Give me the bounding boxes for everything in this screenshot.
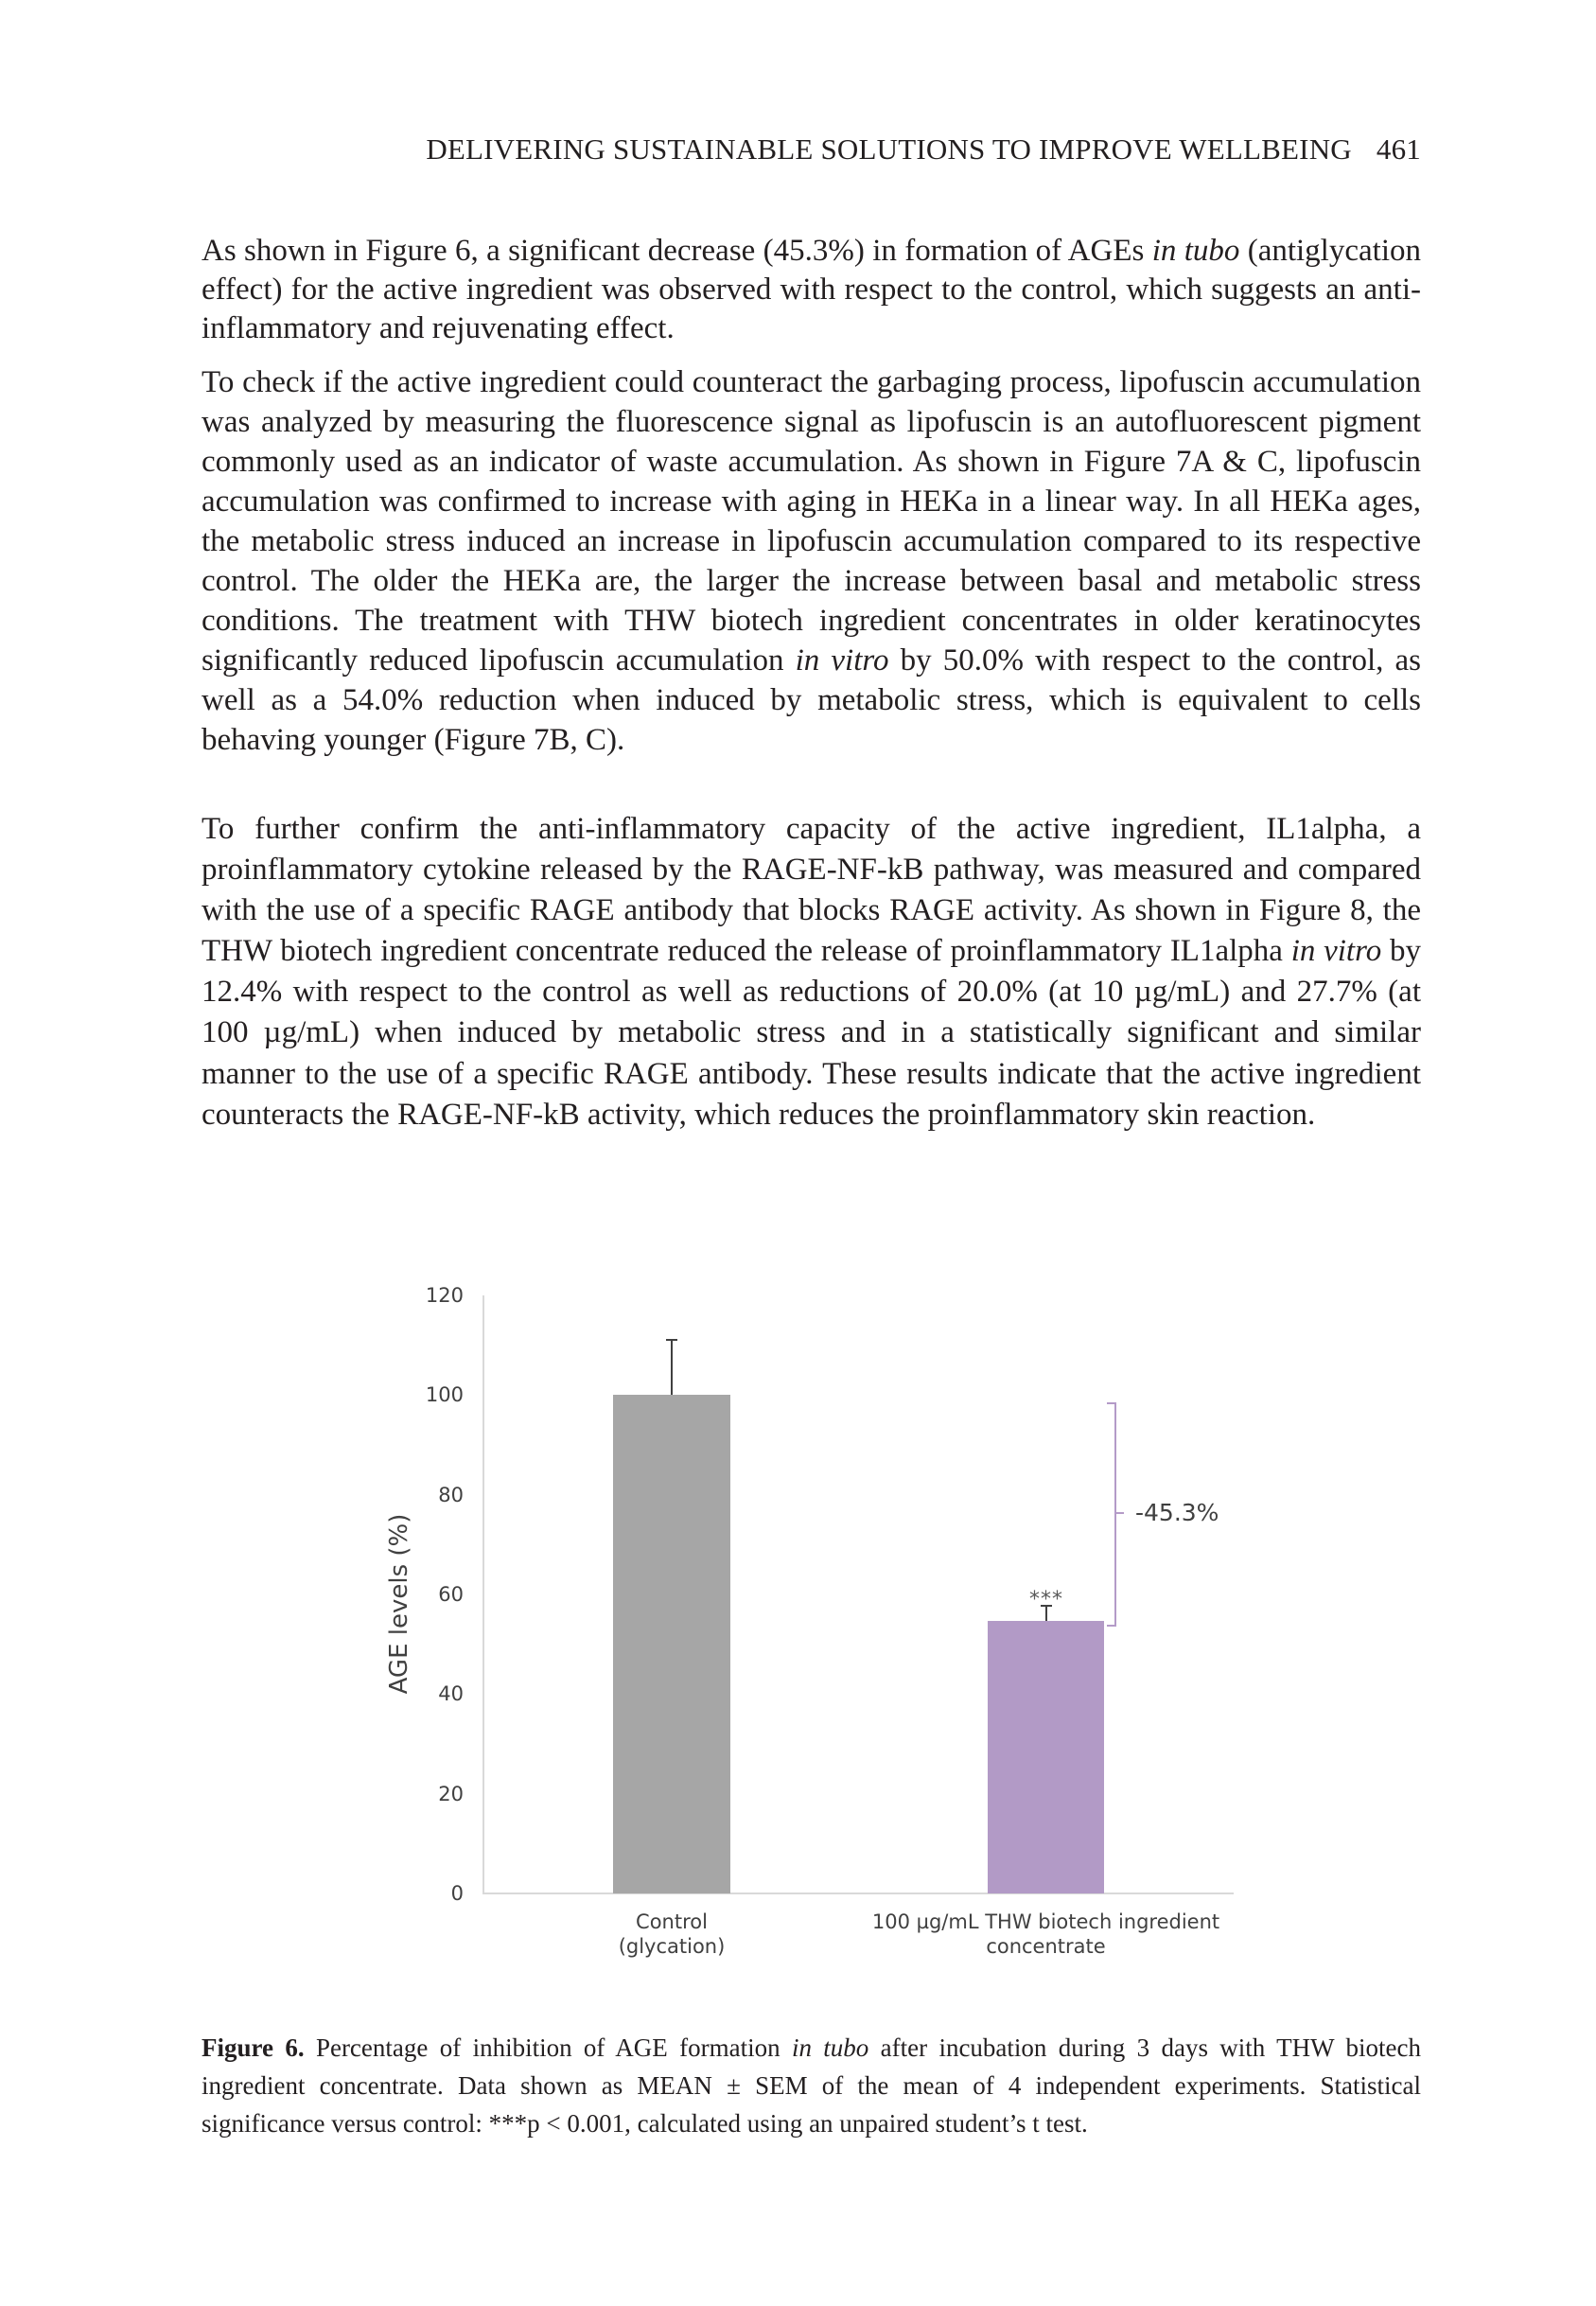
difference-label: -45.3%	[1135, 1499, 1219, 1526]
paragraph-text: by 12.4% with respect to the control as well as reductions of 20.0% (at 10 µg/mL) and 27.7% (at 100 µg/mL) when induced by metabolic stress and in a statistically significant and similar manner to the use of a specific RAGE antibody. These results indicate that the active ingredient counteracts the RAGE-NF-kB activity, which reduces the proinflammatory skin reaction.	[202, 934, 1421, 1132]
page-number: 461	[1376, 132, 1421, 166]
caption-text: Percentage of inhibition of AGE formation	[304, 2033, 792, 2062]
y-tick-label: 0	[450, 1882, 464, 1905]
running-head-title: DELIVERING SUSTAINABLE SOLUTIONS TO IMPROVE WELLBEING	[426, 132, 1352, 166]
x-category-label: Control (glycation)	[618, 1910, 726, 1958]
caption-label: Figure 6.	[202, 2033, 305, 2062]
running-head	[202, 131, 1421, 168]
x-axis-line	[482, 1892, 1234, 1894]
body-paragraph-3	[202, 809, 1421, 1135]
caption-text: after incubation during 3 days with THW biotech ingredient concentrate. Data shown as MEAN ± SEM of the mean of 4 independent experiments. Statistical significance versus control: ***p < 0.001, calculated using an unpaired student’s t test.	[202, 2033, 1421, 2138]
significance-stars: ***	[1029, 1588, 1063, 1611]
y-tick-label: 80	[438, 1483, 464, 1506]
italic-term: in tubo	[1151, 234, 1240, 268]
y-tick-label: 120	[425, 1284, 464, 1307]
y-tick-label: 60	[438, 1583, 464, 1606]
bar	[988, 1621, 1104, 1893]
bar	[613, 1395, 730, 1893]
italic-term: in vitro	[1290, 934, 1382, 969]
figure-caption	[202, 2029, 1421, 2142]
difference-bracket	[1107, 1402, 1116, 1627]
bracket-tick	[1116, 1512, 1124, 1514]
body-paragraph-1	[202, 232, 1421, 348]
y-axis-line	[482, 1295, 484, 1894]
y-axis-label: AGE levels (%)	[385, 1513, 413, 1695]
paragraph-text: by 50.0% with respect to the control, as well as a 54.0% reduction when induced by metabolic stress, which is equivalent to cells behaving younger (Figure 7B, C).	[202, 643, 1421, 757]
italic-term: in tubo	[791, 2033, 869, 2062]
error-bar	[671, 1340, 673, 1395]
body-paragraph-2	[202, 362, 1421, 760]
error-bar-cap	[666, 1339, 677, 1341]
italic-term: in vitro	[795, 643, 889, 678]
x-category-label: 100 µg/mL THW biotech ingredient concentrate	[871, 1910, 1220, 1958]
paragraph-text: (antiglycation effect) for the active ingredient was observed with respect to the control, which suggests an anti-inflammatory and rejuvenating effect.	[202, 234, 1421, 345]
paragraph-text: To further confirm the anti-inflammatory capacity of the active ingredient, IL1alpha, a proinflammatory cytokine released by the RAGE-NF-kB pathway, was measured and compared with the use of a specific RAGE antibody that blocks RAGE activity. As shown in Figure 8, the THW biotech ingredient concentrate reduced the release of proinflammatory IL1alpha	[202, 812, 1421, 969]
y-tick-label: 100	[425, 1383, 464, 1407]
y-tick-label: 20	[438, 1782, 464, 1805]
paragraph-text: As shown in Figure 6, a significant decrease (45.3%) in formation of AGEs	[202, 234, 1152, 268]
paragraph-text: To check if the active ingredient could counteract the garbaging process, lipofuscin accumulation was analyzed by measuring the fluorescence signal as lipofuscin is an autofluorescent pigment commonly used as an indicator of waste accumulation. As shown in Figure 7A & C, lipofuscin accumulation was confirmed to increase with aging in HEKa in a linear way. In all HEKa ages, the metabolic stress induced an increase in lipofuscin accumulation compared to its respective control. The older the HEKa are, the larger the increase between basal and metabolic stress conditions. The treatment with THW biotech ingredient concentrates in older keratinocytes significantly reduced lipofuscin accumulation	[202, 365, 1421, 678]
y-tick-label: 40	[438, 1682, 464, 1706]
